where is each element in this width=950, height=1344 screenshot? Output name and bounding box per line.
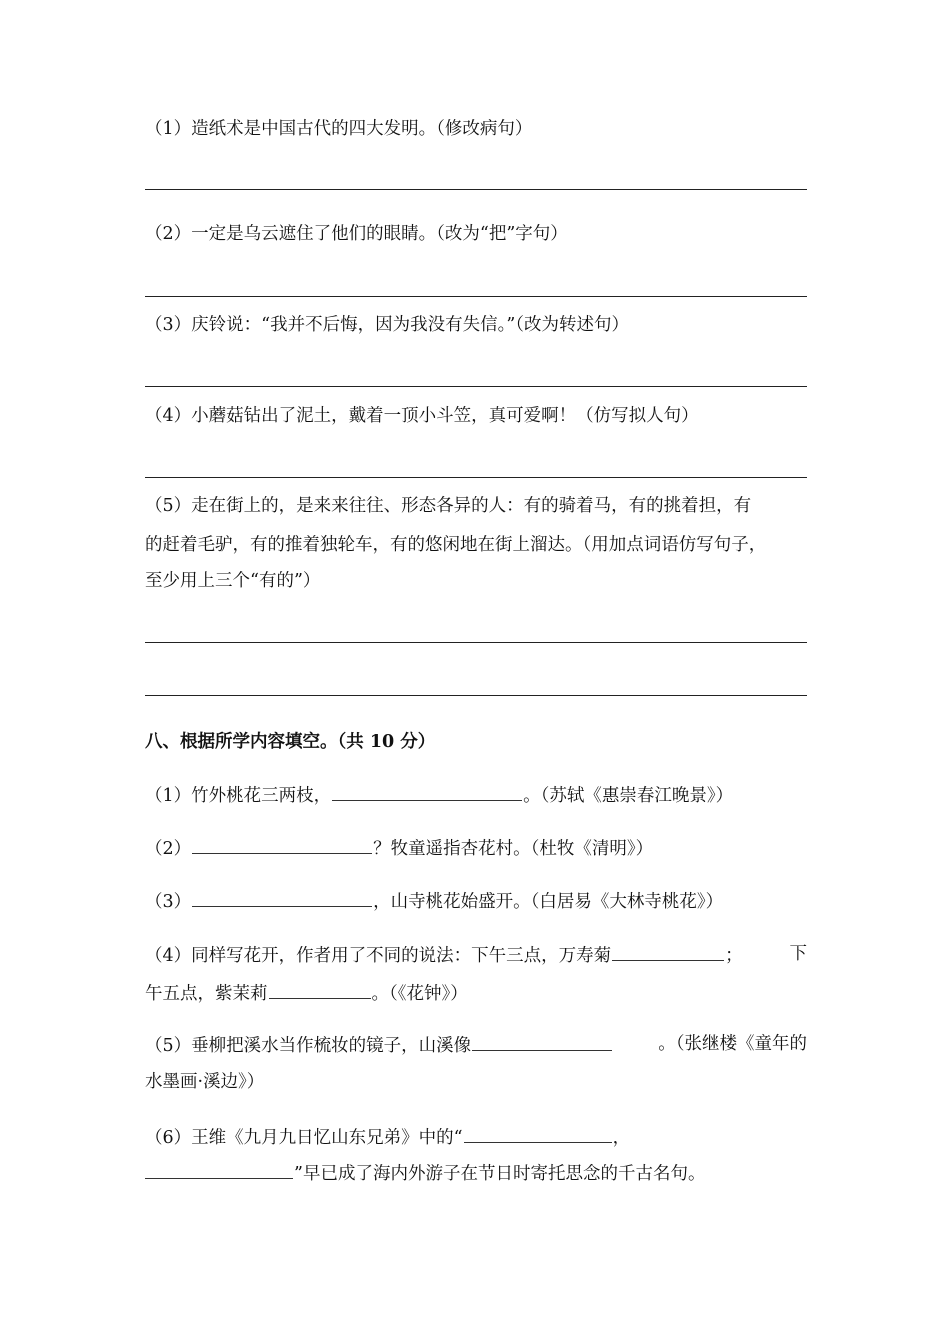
q7-sentence-2: （2）一定是乌云遮住了他们的眼睛。（改为“把”字句） (145, 224, 568, 244)
q8-item-4-text-d: 午五点，紫茉莉 (145, 984, 268, 1004)
q8-item-1 (145, 782, 733, 808)
q8-item-2 (145, 835, 653, 861)
q8-item-1-text-a: （1）竹外桃花三两枝， (145, 786, 332, 806)
q8-item-2-text-a: （2） (145, 839, 192, 859)
q8-item-4-text-e: 。（《花钟》） (371, 984, 468, 1004)
q8-item-1-text-b: 。（苏轼《惠崇春江晚景》） (523, 786, 734, 806)
section-8-heading: 八、根据所学内容填空。（共 10 分） (145, 732, 436, 752)
q8-item-5-line-2: 水墨画·溪边》） (145, 1072, 265, 1092)
q7-sentence-3: （3）庆铃说：“我并不后悔，因为我没有失信。”（改为转述句） (145, 315, 630, 335)
fill-blank-4a[interactable] (612, 942, 724, 961)
answer-line-1[interactable] (145, 189, 807, 190)
fill-blank-3[interactable] (192, 888, 372, 907)
q7-sentence-5-line-3: 至少用上三个“有的”） (145, 571, 321, 591)
q7-sentence-1: （1）造纸术是中国古代的四大发明。（修改病句） (145, 119, 533, 139)
answer-line-4[interactable] (145, 477, 807, 478)
fill-blank-1[interactable] (332, 782, 522, 801)
q7-sentence-5-line-1: （5）走在街上的，是来来往往、形态各异的人：有的骑着马，有的挑着担，有 (145, 496, 752, 516)
q8-item-6-line-1 (145, 1124, 630, 1150)
answer-line-3[interactable] (145, 386, 807, 387)
q8-item-6-text-a: （6）王维《九月九日忆山东兄弟》中的“ (145, 1128, 463, 1148)
q7-sentence-5-line-2: 的赶着毛驴，有的推着独轮车，有的悠闲地在街上溜达。（用加点词语仿写句子， (145, 535, 767, 555)
q8-item-5-line-1 (145, 1032, 807, 1058)
fill-blank-4b[interactable] (269, 980, 371, 999)
fill-blank-6a[interactable] (464, 1124, 612, 1143)
q8-item-2-text-b: ？牧童遥指杏花村。（杜牧《清明》） (373, 839, 654, 859)
q8-item-6-line-2 (145, 1160, 705, 1186)
answer-line-5a[interactable] (145, 642, 807, 643)
q8-item-3-text-b: ，山寺桃花始盛开。（白居易《大林寺桃花》） (373, 892, 724, 912)
q8-item-5-text-a: （5）垂柳把溪水当作梳妆的镜子，山溪像 (145, 1036, 472, 1056)
q8-item-4-line-1 (145, 942, 807, 968)
q8-item-4-text-c: 下 (789, 944, 807, 964)
q8-item-4-text-a: （4）同样写花开，作者用了不同的说法：下午三点，万寿菊 (145, 946, 612, 966)
q8-item-4-text-b: ； (725, 946, 743, 966)
answer-line-5b[interactable] (145, 695, 807, 696)
q8-item-3-text-a: （3） (145, 892, 192, 912)
q8-item-6-text-c: ”早已成了海内外游子在节日时寄托思念的千古名句。 (294, 1164, 706, 1184)
fill-blank-5[interactable] (472, 1032, 612, 1051)
fill-blank-2[interactable] (192, 835, 372, 854)
q8-item-6-text-b: ， (612, 1128, 631, 1148)
q8-item-5-text-b: 。（张继楼《童年的 (658, 1034, 807, 1054)
fill-blank-6b[interactable] (145, 1160, 293, 1179)
answer-line-2[interactable] (145, 296, 807, 297)
q8-item-4-line-2 (145, 980, 468, 1006)
q7-sentence-4: （4）小蘑菇钻出了泥土，戴着一顶小斗笠，真可爱啊！（仿写拟人句） (145, 406, 699, 426)
q8-item-3 (145, 888, 723, 914)
